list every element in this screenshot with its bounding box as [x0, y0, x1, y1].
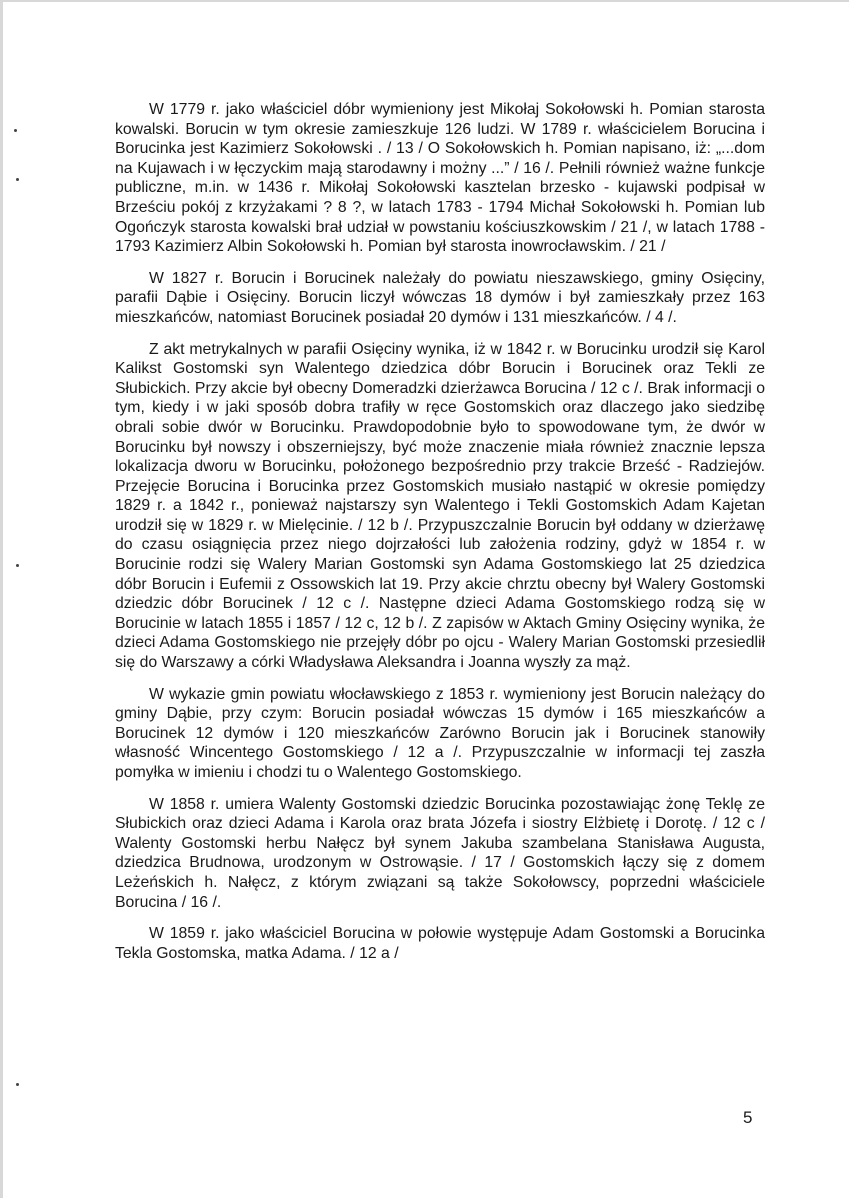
paragraph: W 1859 r. jako właściciel Borucina w połowie występuje Adam Gostomski a Borucinka Tekla Gostomska, matka Adama. / 12 a / [115, 925, 765, 962]
paragraph: W wykazie gmin powiatu włocławskiego z 1853 r. wymieniony jest Borucin należący do gminy Dąbie, przy czym: Borucin posiadał wówczas 15 dymów i 165 mieszkańców a Borucinek 12 dymów i 120 mieszkańców Zarówno Borucin jak i Borucinek stanowiły własność Wincentego Gostomskiego / 12 a /. Przypuszczalnie w informacji tej zaszła pomyłka w imieniu i chodzi tu o Walentego Gostomskiego. [115, 685, 765, 781]
paragraph: W 1858 r. umiera Walenty Gostomski dziedzic Borucinka pozostawiając żonę Teklę ze Słubickich oraz dzieci Adama i Karola oraz brata Józefa i siostry Elżbietę i Dorotę. / 12 c / Walenty Gostomski herbu Nałęcz był synem Jakuba szambelana Stanisława Augusta, dziedzica Brudnowa, urodzonym w Ostrowąsie. / 17 / Gostomskich łączy się z domem Leżeńskich h. Nałęcz, z którym związani są także Sokołowscy, poprzedni właściciele Borucina / 16 /. [115, 795, 765, 911]
margin-dot [16, 1083, 19, 1086]
paragraph: W 1827 r. Borucin i Borucinek należały do powiatu nieszawskiego, gminy Osięciny, parafii Dąbie i Osięciny. Borucin liczył wówczas 18 dymów i był zamieszkały przez 163 mieszkańców, natomiast Borucinek posiadał 20 dymów i 131 mieszkańców. / 4 /. [115, 269, 765, 326]
paragraph: Z akt metrykalnych w parafii Osięciny wynika, iż w 1842 r. w Borucinku urodził się Karol Kalikst Gostomski syn Walentego dziedzica dóbr Borucin i Borucinek oraz Tekli ze Słubickich. Przy akcie był obecny Domeradzki dzierżawca Borucina / 12 c /. Brak informacji o tym, kiedy i w jaki sposób dobra trafiły w ręce Gostomskich oraz dlaczego jako siedzibę obrali sobie dwór w Borucinku. Prawdopodobnie było to spowodowane tym, że dwór w Borucinku był nowszy i obszerniejszy, być może znaczenie miała również znacznie lepsza lokalizacja dworu w Borucinku, położonego bezpośrednio przy trakcie Brześć - Radziejów. Przejęcie Borucina i Borucinka przez Gostomskich musiało nastąpić w okresie pomiędzy 1829 r. a 1842 r., ponieważ najstarszy syn Walentego i Tekli Gostomskich Adam Kajetan urodził się w 1829 r. w Mielęcinie. / 12 b /. Przypuszczalnie Borucin był oddany w dzierżawę do czasu osiągnięcia przez niego dojrzałości lub założenia rodziny, gdyż w 1854 r. w Borucinie rodzi się Walery Marian Gostomski syn Adama Gostomskiego lat 25 dziedzica dóbr Borucin i Eufemii z Ossowskich lat 19. Przy akcie chrztu obecny był Walery Gostomski dziedzic dóbr Borucinek / 12 c /. Następne dzieci Adama Gostomskiego rodzą się w Borucinie w latach 1855 i 1857 / 12 c, 12 b /. Z zapisów w Aktach Gminy Osięciny wynika, że dzieci Adama Gostomskiego nie przejęły dóbr po ojcu - Walery Marian Gostomski przesiedlił się do Warszawy a córki Władysława Aleksandra i Joanna wyszły za mąż. [115, 340, 765, 672]
margin-dot [16, 564, 19, 567]
page-number: 5 [743, 1108, 753, 1127]
paragraph: W 1779 r. jako właściciel dóbr wymieniony jest Mikołaj Sokołowski h. Pomian starosta kowalski. Borucin w tym okresie zamieszkuje 126 ludzi. W 1789 r. właścicielem Borucina i Borucinka jest Kazimierz Sokołowski . / 13 / O Sokołowskich h. Pomian napisano, iż: „...dom na Kujawach i w łęczyckim mają starodawny i możny ...” / 16 /. Pełnili również ważne funkcje publiczne, m.in. w 1436 r. Mikołaj Sokołowski kasztelan brzesko - kujawski podpisał w Brześciu pokój z krzyżakami ? 8 ?, w latach 1783 - 1794 Michał Sokołowski h. Pomian lub Ogończyk starosta kowalski brał udział w powstaniu kościuszkowskim / 21 /, w latach 1788 - 1793 Kazimierz Albin Sokołowski h. Pomian był starosta inowrocławskim. / 21 / [115, 101, 765, 256]
document-body [115, 100, 765, 975]
margin-dot [16, 178, 19, 181]
margin-dot [14, 129, 17, 132]
